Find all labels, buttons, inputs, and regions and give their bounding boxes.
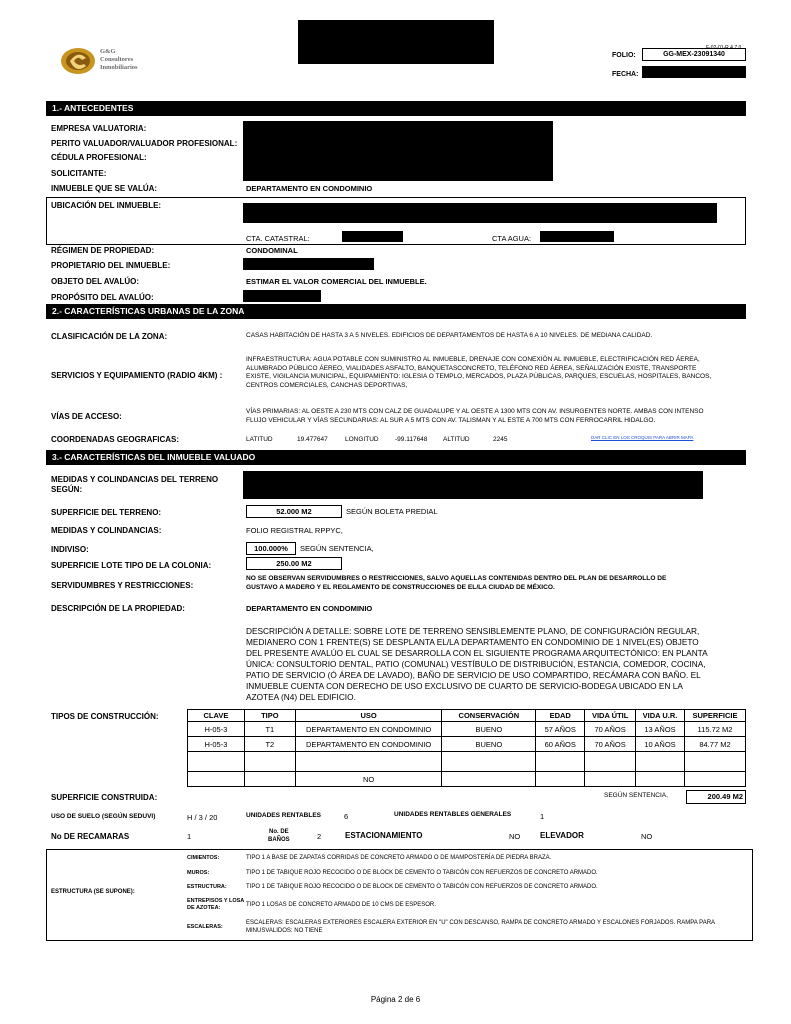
table-cell: DEPARTAMENTO EN CONDOMINIO (295, 722, 442, 737)
unidades-rentables-label: UNIDADES RENTABLES (246, 812, 321, 819)
table-cell (536, 772, 585, 787)
table-cell: 70 AÑOS (585, 737, 636, 752)
superficie-construida-value: 200.49 M2 (686, 790, 746, 804)
solicitante-label: SOLICITANTE: (51, 169, 107, 178)
ubicacion-label: UBICACIÓN DEL INMUEBLE: (51, 201, 162, 210)
table-header-row (188, 710, 746, 722)
estructura-label: ESTRUCTURA (SE SUPONE): (51, 889, 135, 895)
elevador-label: ELEVADOR (540, 831, 584, 840)
page-number: Página 2 de 6 (370, 995, 421, 1004)
table-header: VIDA ÚTIL (585, 710, 636, 722)
servicios-label: SERVICIOS Y EQUIPAMIENTO (RADIO 4KM) : (51, 371, 223, 380)
table-cell (188, 772, 245, 787)
redacted-medidas-terreno (243, 471, 703, 499)
descripcion-value: DEPARTAMENTO EN CONDOMINIO (246, 604, 373, 613)
logo-emblem-icon (60, 46, 96, 76)
inmueble-label: INMUEBLE QUE SE VALÚA: (51, 184, 158, 193)
servidumbres-label: SERVIDUMBRES Y RESTRICCIONES: (51, 581, 194, 590)
descripcion-detalle: DESCRIPCIÓN A DETALLE: SOBRE LOTE DE TERRENO SENSIBLEMENTE PLANO, DE CONFIGURACIÓN REGULAR, MEDIANERO CON 1 FRENTE(S) SE DESPLANTA EL/LA DEPARTAMENTO EN CONDOMINIO DE 1 NIVEL(ES) OBJETO DEL PRESENTE AVALÚO EL CUAL SE DESARROLLA CON EL SIGUIENTE PROGRAMA ARQUITECTÓNICO: EN PLANTA ÚNICA: CONSULTORIO DENTAL, PATIO (COMUNAL) VESTÍBULO DE DISTRIBUCIÓN, ESTANCIA, COMEDOR, COCINA, PATIO DE SERVICIO (Ó ÁREA DE LAVADO), BAÑO DE SERVICIO DE USO COMPARTIDO, RECÁMARA CON BAÑO. EL INMUEBLE CUENTA CON DERECHO DE USO EXCLUSIVO DE CUARTO DE SERVICIO-BODEGA UBICADO EN LA AZOTEA (N4) DEL EDIFICIO. (246, 626, 708, 702)
section-title-inmueble: 3.- CARACTERÍSTICAS DEL INMUEBLE VALUADO (46, 450, 746, 465)
redacted-cta-agua (540, 231, 614, 242)
table-cell: T1 (244, 722, 295, 737)
indiviso-label: INDIVISO: (51, 545, 89, 554)
clasificacion-value: CASAS HABITACIÓN DE HASTA 3 A 5 NIVELES. EDIFICIOS DE DEPARTAMENTOS DE HASTA 6 A 10 NIVELES. DE MEDIANA CALIDAD. (246, 332, 653, 339)
descripcion-label: DESCRIPCIÓN DE LA PROPIEDAD: (51, 604, 185, 613)
table-cell: 57 AÑOS (536, 722, 585, 737)
fecha-label: FECHA: (612, 71, 639, 78)
logo-text-line: G&G (100, 48, 116, 55)
table-cell: 10 AÑOS (636, 737, 685, 752)
regimen-value: CONDOMINAL (246, 246, 298, 255)
table-cell (295, 752, 442, 772)
unidades-generales-label: UNIDADES RENTABLES GENERALES (394, 811, 512, 818)
logo-text-line: Inmobiliarios (100, 64, 138, 71)
table-cell (684, 752, 745, 772)
redacted-header (298, 20, 494, 64)
proposito-label: PROPÓSITO DEL AVALÚO: (51, 293, 154, 302)
table-cell (442, 752, 536, 772)
estacionamiento-value: NO (509, 832, 521, 841)
map-link[interactable]: DAR CLIC EN LOS CROQUIS PARA ABRIR MAPA (591, 435, 694, 440)
table-cell (536, 752, 585, 772)
table-cell: H-05-3 (188, 737, 245, 752)
section-title-antecedentes: 1.- ANTECEDENTES (46, 101, 746, 116)
table-header: CONSERVACIÓN (442, 710, 536, 722)
muros-label: MUROS: (187, 870, 210, 876)
table-cell (585, 772, 636, 787)
medidas-colindancias-value: FOLIO REGISTRAL RPPYC, (246, 526, 343, 535)
logo-text-line: Consultores (100, 56, 134, 63)
coordenadas-label: COORDENADAS GEOGRAFICAS: (51, 435, 180, 444)
table-row (188, 772, 746, 787)
latitud-value: 19.477647 (297, 436, 328, 443)
medidas-terreno-label: MEDIDAS Y COLINDANCIAS DEL TERRENO SEGÚN: (51, 475, 219, 494)
table-cell: BUENO (442, 722, 536, 737)
cta-agua-label: CTA AGUA: (492, 234, 532, 243)
servicios-value: INFRAESTRUCTURA: AGUA POTABLE CON SUMINISTRO AL INMUEBLE, DRENAJE CON CONEXIÓN AL INMUEBLE, ELECTRIFICACIÓN RED ÁEREA, ALUMBRADO PÚBLICO ÁEREO, VIALIDADES ASFALTO, BANQUETASCONCRETO, TELÉFONO RED ÁEREA, SEÑALIZACIÓN EXISTE, TRANSPORTE EXISTE, VIGILANCIA MUNICIPAL, EQUIPAMIENTO: IGLESIA O TEMPLO, MERCADOS, PLAZA PÚBLICAS, PARQUES, ESCUELAS, HOSPITALES, BANCOS, CENTROS COMERCIALES, CANCHAS DEPORTIVAS, (246, 356, 712, 389)
regimen-label: RÉGIMEN DE PROPIEDAD: (51, 246, 155, 255)
propietario-label: PROPIETARIO DEL INMUEBLE: (51, 261, 171, 270)
table-cell: H-05-3 (188, 722, 245, 737)
table-header: CLAVE (188, 710, 245, 722)
estructura-item-value: TIPO 1 DE TABIQUE ROJO RECOCIDO O DE BLOCK DE CEMENTO O TABICÓN CON REFUERZOS DE CONCRETO ARMADO. (246, 884, 598, 890)
escaleras-label: ESCALERAS: (187, 924, 223, 930)
entrepisos-label: ENTREPISOS Y LOSA DE AZOTEA: (187, 898, 245, 911)
escaleras-value: ESCALERAS: ESCALERAS EXTERIORES ESCALERA EXTERIOR EN "U" CON DESCANSO, RAMPA DE CONCRETO ARMADO Y ESCALONES FORJADOS. RAMPA PARA MINUSVALIDOS: NO TIENE (246, 920, 716, 934)
redacted-fecha (642, 66, 746, 78)
table-cell: 13 AÑOS (636, 722, 685, 737)
table-cell: BUENO (442, 737, 536, 752)
vias-label: VÍAS DE ACCESO: (51, 412, 122, 421)
table-cell (244, 752, 295, 772)
redacted-proposito (243, 290, 321, 302)
cimientos-label: CIMIENTOS: (187, 855, 220, 861)
entrepisos-value: TIPO 1 LOSAS DE CONCRETO ARMADO DE 10 CMS DE ESPESOR. (246, 902, 436, 908)
empresa-label: EMPRESA VALUATORIA: (51, 124, 147, 133)
form-code: F-02-01-R.4.7.0 (706, 45, 742, 51)
superficie-construida-label: SUPERFICIE CONSTRUIDA: (51, 793, 158, 802)
table-cell: 115.72 M2 (684, 722, 745, 737)
table-cell (636, 772, 685, 787)
indiviso-note: SEGÚN SENTENCIA, (300, 544, 374, 553)
redacted-antecedentes (243, 121, 553, 181)
objeto-value: ESTIMAR EL VALOR COMERCIAL DEL INMUEBLE. (246, 277, 427, 286)
redacted-propietario (243, 258, 374, 270)
muros-value: TIPO 1 DE TABIQUE ROJO RECOCIDO O DE BLOCK DE CEMENTO O TABICÓN CON REFUERZOS DE CONCRETO ARMADO. (246, 870, 598, 876)
servidumbres-value: NO SE OBSERVAN SERVIDUMBRES O RESTRICCIONES, SALVO AQUELLAS CONTENIDAS DENTRO DEL PLAN DE DESARROLLO DE GUSTAVO A MADERO Y EL REGLAMENTO DE CONSTRUCCIONES DE EL/LA CIUDAD DE MÉXICO. (246, 575, 667, 591)
folio-value: GG-MEX-23091340 (642, 48, 746, 61)
section-title-urbanas: 2.- CARACTERÍSTICAS URBANAS DE LA ZONA (46, 304, 746, 319)
construction-table (187, 709, 746, 787)
table-header: TIPO (244, 710, 295, 722)
medidas-colindancias-label: MEDIDAS Y COLINDANCIAS: (51, 526, 162, 535)
table-header: EDAD (536, 710, 585, 722)
superficie-terreno-label: SUPERFICIE DEL TERRENO: (51, 508, 162, 517)
table-cell (442, 772, 536, 787)
altitud-label: ALTITUD (443, 436, 470, 443)
perito-label: PERITO VALUADOR/VALUADOR PROFESIONAL: (51, 139, 238, 148)
table-cell: DEPARTAMENTO EN CONDOMINIO (295, 737, 442, 752)
table-cell: 70 AÑOS (585, 722, 636, 737)
uso-suelo-value: H / 3 / 20 (187, 813, 218, 822)
superficie-construida-note: SEGÚN SENTENCIA, (604, 792, 668, 799)
cedula-label: CÉDULA PROFESIONAL: (51, 153, 147, 162)
table-cell: 60 AÑOS (536, 737, 585, 752)
folio-label: FOLIO: (612, 52, 636, 59)
table-row (188, 722, 746, 737)
unidades-generales-value: 1 (540, 812, 545, 821)
inmueble-value: DEPARTAMENTO EN CONDOMINIO (246, 184, 373, 193)
clasificacion-label: CLASIFICACIÓN DE LA ZONA: (51, 332, 168, 341)
banos-value: 2 (317, 832, 322, 841)
table-cell (188, 752, 245, 772)
tipos-construccion-label: TIPOS DE CONSTRUCCIÓN: (51, 712, 159, 721)
table-row (188, 752, 746, 772)
objeto-label: OBJETO DEL AVALÚO: (51, 277, 140, 286)
lote-tipo-label: SUPERFICIE LOTE TIPO DE LA COLONIA: (51, 561, 212, 570)
latitud-label: LATITUD (246, 436, 273, 443)
table-cell: NO (295, 772, 442, 787)
elevador-value: NO (641, 832, 653, 841)
altitud-value: 2245 (493, 436, 508, 443)
longitud-label: LONGITUD (345, 436, 379, 443)
table-header: SUPERFICIE (684, 710, 745, 722)
superficie-terreno-value: 52.000 M2 (246, 505, 342, 518)
table-row (188, 737, 746, 752)
table-header: VIDA U.R. (636, 710, 685, 722)
superficie-terreno-note: SEGÚN BOLETA PREDIAL (346, 507, 438, 516)
estacionamiento-label: ESTACIONAMIENTO (345, 831, 423, 840)
vias-value: VÍAS PRIMARIAS: AL OESTE A 230 MTS CON CALZ DE GUADALUPE Y AL OESTE A 1300 MTS CON AV. INSURGENTES NORTE. AMBAS CON INTENSO FLUJO VEHICULAR Y VÍAS SECUNDARIAS: AL SUR A 5 MTS CON AV. TALISMAN Y AL ESTE A 700 MTS CON FERROCARRIL HIDALGO. (246, 408, 704, 424)
uso-suelo-label: USO DE SUELO (SEGÚN SEDUVI) (51, 813, 156, 820)
table-cell (244, 772, 295, 787)
table-cell: T2 (244, 737, 295, 752)
table-cell (636, 752, 685, 772)
unidades-rentables-value: 6 (344, 812, 349, 821)
company-logo (60, 46, 160, 76)
cimientos-value: TIPO 1 A BASE DE ZAPATAS CORRIDAS DE CONCRETO ARMADO O DE MAMPOSTERÍA DE PIEDRA BRAZA. (246, 855, 552, 861)
estructura-item-label: ESTRUCTURA: (187, 884, 227, 890)
redacted-ubicacion (243, 203, 717, 223)
longitud-value: -99.117648 (395, 436, 428, 443)
redacted-cta-catastral (342, 231, 403, 242)
banos-label: No. DE BAÑOS (268, 829, 290, 843)
recamaras-value: 1 (187, 832, 192, 841)
indiviso-value: 100.000% (246, 542, 296, 555)
table-cell (585, 752, 636, 772)
recamaras-label: No DE RECAMARAS (51, 832, 130, 841)
table-cell (684, 772, 745, 787)
cta-catastral-label: CTA. CATASTRAL: (246, 234, 310, 243)
table-header: USO (295, 710, 442, 722)
table-cell: 84.77 M2 (684, 737, 745, 752)
lote-tipo-value: 250.00 M2 (246, 557, 342, 570)
